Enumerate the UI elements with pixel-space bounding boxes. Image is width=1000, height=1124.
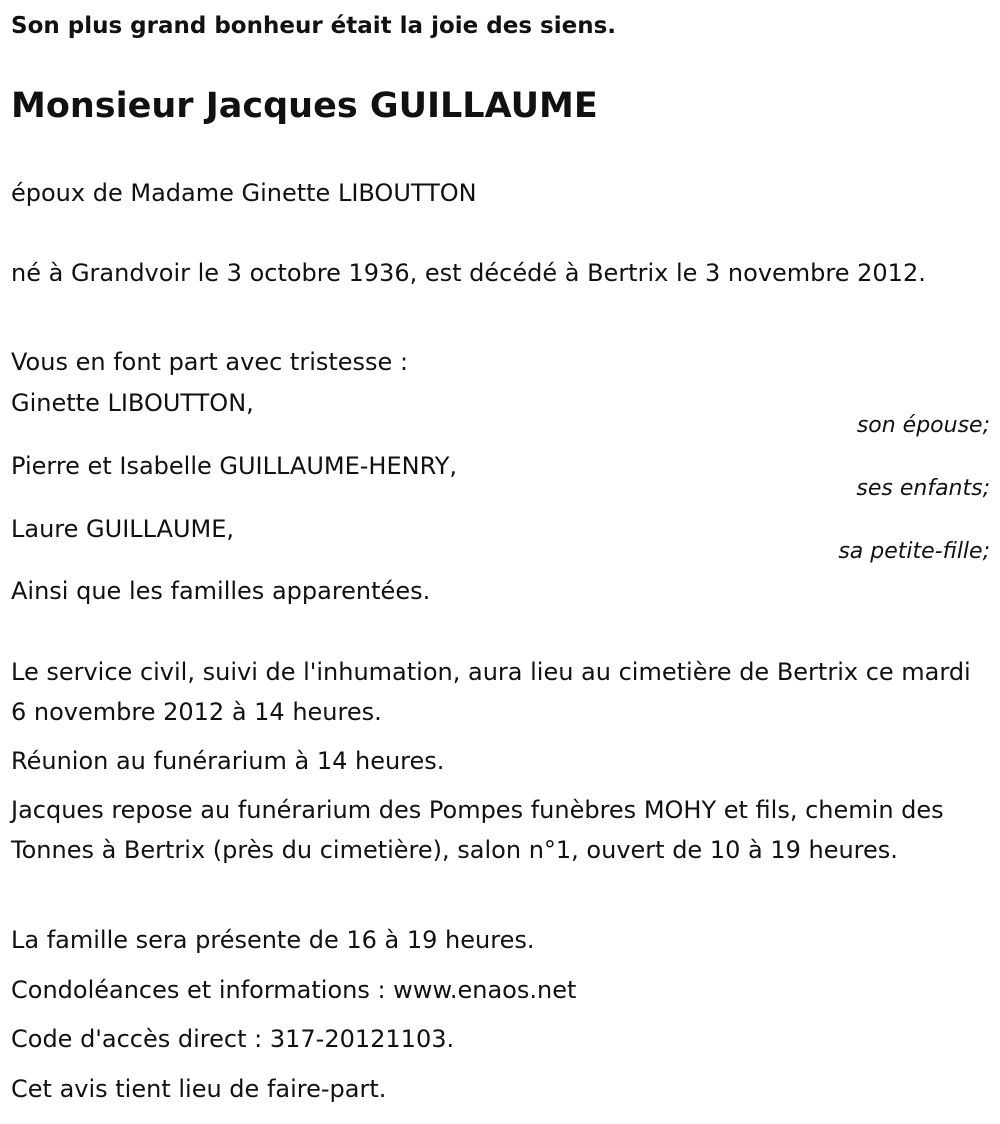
family-member-role: son épouse;	[856, 413, 990, 438]
access-code: Code d'accès direct : 317-20121103.	[11, 1025, 455, 1053]
meeting-details: Réunion au funérarium à 14 heures.	[11, 747, 445, 775]
deceased-name: Monsieur Jacques GUILLAUME	[11, 86, 598, 126]
related-families: Ainsi que les familles apparentées.	[11, 577, 431, 605]
family-member-role: sa petite-fille;	[838, 539, 990, 564]
service-details: Le service civil, suivi de l'inhumation, aura lieu au cimetière de Bertrix ce mardi 6 novembre 2012 à 14 heures.	[11, 658, 971, 726]
announcement-intro: Vous en font part avec tristesse :	[11, 348, 409, 376]
birth-death-text: né à Grandvoir le 3 octobre 1936, est décédé à Bertrix le 3 novembre 2012.	[11, 259, 926, 287]
closing-note: Cet avis tient lieu de faire-part.	[11, 1075, 387, 1103]
family-member-name: Laure GUILLAUME,	[11, 515, 235, 543]
tagline: Son plus grand bonheur était la joie des siens.	[11, 13, 616, 39]
condolences-info: Condoléances et informations : www.enaos.net	[11, 976, 577, 1004]
family-member-name: Ginette LIBOUTTON,	[11, 389, 254, 417]
family-presence: La famille sera présente de 16 à 19 heures.	[11, 926, 535, 954]
family-member-role: ses enfants;	[856, 476, 990, 501]
spouse-line: époux de Madame Ginette LIBOUTTON	[11, 179, 477, 207]
family-member-name: Pierre et Isabelle GUILLAUME-HENRY,	[11, 452, 458, 480]
resting-details: Jacques repose au funérarium des Pompes funèbres MOHY et fils, chemin des Tonnes à Bertrix (près du cimetière), salon n°1, ouvert de 10 à 19 heures.	[11, 796, 944, 864]
